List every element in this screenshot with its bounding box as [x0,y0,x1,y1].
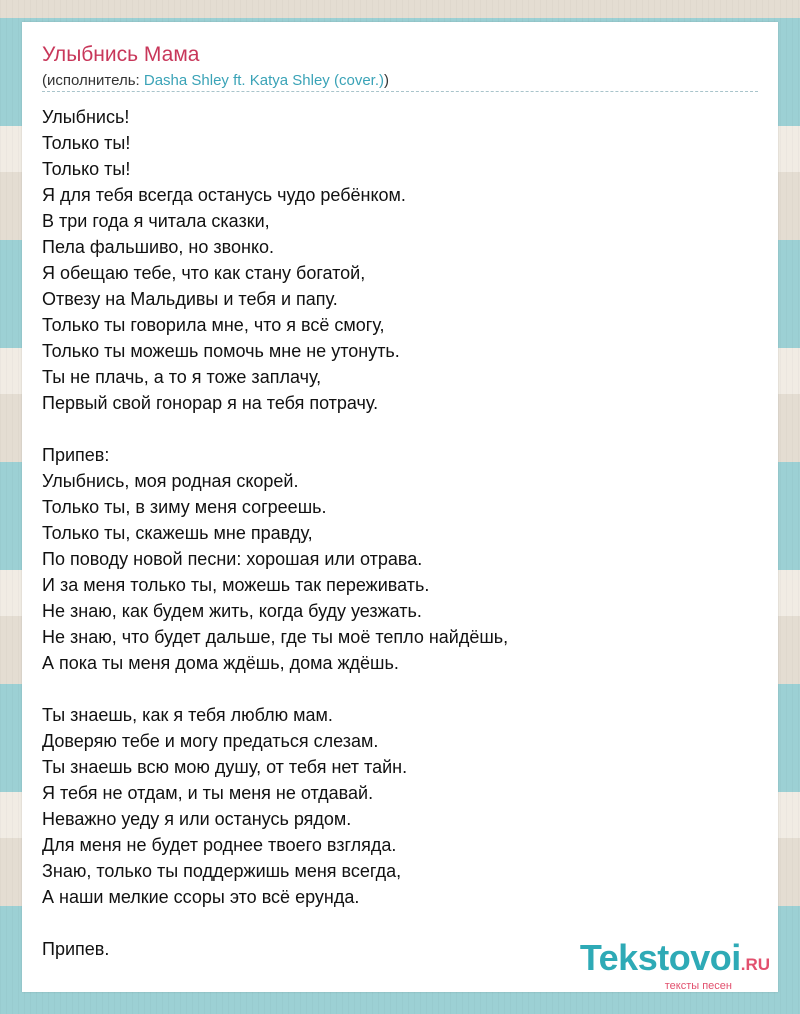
logo-tld: .RU [740,955,770,974]
lyric-line: Знаю, только ты поддержишь меня всегда, [42,861,402,881]
stanza-break [42,910,758,936]
lyric-line: А наши мелкие ссоры это всё ерунда. [42,887,360,907]
lyric-line: А пока ты меня дома ждёшь, дома ждёшь. [42,653,399,673]
lyric-line: Припев: [42,445,110,465]
lyric-line: Только ты! [42,133,131,153]
lyric-line: Отвезу на Мальдивы и тебя и папу. [42,289,338,309]
lyrics-card [22,22,778,992]
artist-link[interactable]: Dasha Shley ft. Katya Shley (cover.) [143,72,384,89]
lyric-line: Только ты можешь помочь мне не утонуть. [42,341,400,361]
lyric-line: Припев. [42,939,110,959]
lyric-line: Ты знаешь, как я тебя люблю мам. [42,705,333,725]
lyric-line: И за меня только ты, можешь так переживать. [42,575,430,595]
logo-tagline: тексты песен [664,980,732,992]
lyric-line: В три года я читала сказки, [42,211,270,231]
lyric-line: Ты знаешь всю мою душу, от тебя нет тайн. [42,757,408,777]
logo-name: Tekstovoi [579,937,741,978]
lyric-line: Для меня не будет роднее твоего взгляда. [42,835,397,855]
stanza-break [42,676,758,702]
lyric-line: Я обещаю тебе, что как стану богатой, [42,263,366,283]
lyric-line: По поводу новой песни: хорошая или отрава. [42,549,423,569]
lyric-line: Я для тебя всегда останусь чудо ребёнком. [42,185,406,205]
lyric-line: Только ты, скажешь мне правду, [42,523,313,543]
lyric-line: Только ты, в зиму меня согреешь. [42,497,327,517]
lyric-line: Не знаю, как будем жить, когда буду уезжать. [42,601,422,621]
performer-line [42,72,758,92]
lyric-line: Доверяю тебе и могу предаться слезам. [42,731,379,751]
lyric-line: Ты не плачь, а то я тоже заплачу, [42,367,322,387]
lyric-line: Только ты говорила мне, что я всё смогу, [42,315,385,335]
lyric-line: Пела фальшиво, но звонко. [42,237,275,257]
performer-suffix: ) [384,72,389,89]
site-logo[interactable] [580,939,770,992]
lyrics-text [42,104,758,962]
performer-prefix: (исполнитель: [42,72,144,89]
stanza-break [42,416,758,442]
lyric-line: Только ты! [42,159,131,179]
logo-wordmark [580,939,770,984]
song-title: Улыбнись Мама [42,43,200,66]
lyric-line: Улыбнись! [42,107,130,127]
lyric-line: Не знаю, что будет дальше, где ты моё тепло найдёшь, [42,627,509,647]
lyric-line: Первый свой гонорар я на тебя потрачу. [42,393,379,413]
lyric-line: Улыбнись, моя родная скорей. [42,471,299,491]
lyric-line: Неважно уеду я или останусь рядом. [42,809,352,829]
lyric-line: Я тебя не отдам, и ты меня не отдавай. [42,783,374,803]
